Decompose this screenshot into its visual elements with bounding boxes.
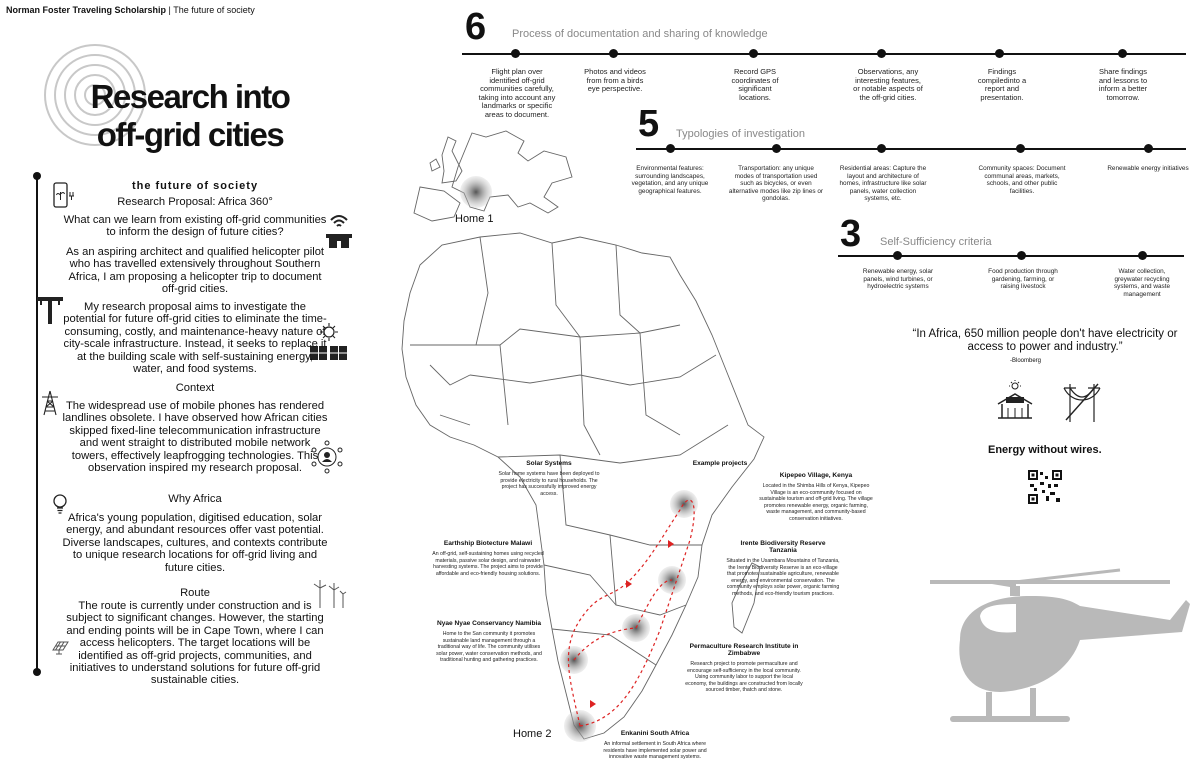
project-irente — [726, 540, 840, 598]
step-dot — [995, 49, 1004, 58]
research-proposal: Research Proposal: Africa 360° — [117, 196, 273, 208]
left-timeline-line — [36, 175, 38, 675]
project-permaculture — [684, 643, 804, 694]
off-grid-house-icon — [994, 380, 1036, 420]
section-6-line — [462, 53, 1186, 55]
project-title: Earthship Biotecture Malawi — [443, 540, 533, 547]
typology-community: Community spaces: Document communal areas, markets, schools, and other public facilities. — [978, 165, 1066, 195]
project-title: Irente Biodiversity Reserve Tanzania — [740, 540, 826, 554]
project-title: Example projects — [692, 460, 748, 467]
project-earthship — [432, 540, 544, 577]
project-title: Permaculture Research Institute in Zimbabwe — [689, 643, 799, 657]
criteria-water: Water collection, greywater recycling systems, and waste management — [1113, 268, 1171, 298]
aims-paragraph: My research proposal aims to investigate the potential for future off-grid cities to eliminate the time-consuming, costly, and maintenance-heavy nature of city-scale infrastructure. Instead, it seeks to replace it at the building scale with self-sustaining energy, water, and food systems. — [63, 301, 327, 376]
step-6-text: Share findings and lessons to inform a better tomorrow. — [1098, 67, 1148, 102]
left-subtitle: the future of society — [131, 180, 259, 192]
energy-without-wires-label: Energy without wires. — [988, 444, 1102, 456]
project-title: Kipepeo Village, Kenya — [779, 472, 853, 479]
typology-transportation: Transportation: any unique modes of transportation used such as bicycles, or even alternative modes like zip lines or gondolas. — [728, 165, 824, 203]
step-dot — [1016, 144, 1025, 153]
page-title — [60, 78, 320, 154]
section-5-line — [636, 148, 1186, 150]
home2-label: Home 2 — [513, 728, 552, 740]
project-solar-systems — [493, 460, 605, 497]
project-text: Located in the Shimba Hills of Kenya, Kipepeo Village is an eco-community focused on sustainable tourism and off-grid living. The village promotes renewable energy, organic farming, waste management, and community-based conservation initiatives. — [759, 483, 873, 522]
step-dot — [772, 144, 781, 153]
why-africa-heading: Why Africa — [168, 493, 222, 505]
project-text: An informal settlement in South Africa where residents have implemented solar power and innovative waste management systems. — [603, 741, 707, 761]
route-paragraph: The route is currently under construction and is subject to significant changes. However, the starting and ending points will be in Cape Town, where I can access helicopters. The target locations will be identified as off-grid projects, communities, and initiatives to understand solutions for future off-grid sustainable cities. — [66, 600, 324, 687]
title-line-2: off-grid cities — [96, 116, 284, 153]
utility-pole-icon — [36, 295, 64, 325]
section-3-title: Self-Sufficiency criteria — [880, 236, 992, 248]
project-title: Nyae Nyae Conservancy Namibia — [436, 620, 542, 627]
section-6-number: 6 — [465, 6, 487, 48]
step-dot — [749, 49, 758, 58]
section-6-title: Process of documentation and sharing of knowledge — [512, 28, 768, 40]
step-dot — [877, 49, 886, 58]
step-1-text: Flight plan over identified off-grid communities carefully, taking into account any landmarks or specific areas to document. — [478, 67, 556, 119]
section-3-number: 3 — [840, 213, 862, 255]
project-kipepeo — [758, 472, 874, 523]
project-text: Home to the San community it promotes sustainable land management through a traditional way of life. The community utilises solar power, water conservation methods, and traditional hunting and gathering practices. — [436, 631, 542, 664]
project-text: Research project to promote permaculture and encourage self-sufficiency in the local community. Using community labor to support the local economy, the buildings are constructed from locally sourced timber, thatch and stone. — [685, 661, 803, 694]
step-3-text: Record GPS coordinates of significant locations. — [731, 67, 779, 102]
project-text: Solar home systems have been deployed to provide electricity to rural households. The project has successfully improved energy access. — [498, 471, 600, 497]
criteria-energy: Renewable energy, solar panels, wind turbines, or hydroelectric systems — [862, 268, 934, 291]
step-4-text: Observations, any interesting features, or notable aspects of the off-grid cities. — [853, 67, 923, 102]
intro-paragraph: As an aspiring architect and qualified helicopter pilot who has travelled extensively throughout Southern Africa, I am proposing a helicopter trip to document off-grid cities. — [65, 246, 325, 296]
step-dot — [609, 49, 618, 58]
title-line-1: Research into — [90, 78, 290, 115]
step-dot — [511, 49, 520, 58]
timeline-dot-end — [33, 668, 41, 676]
example-projects-label — [680, 460, 760, 467]
home1-label: Home 1 — [455, 213, 494, 225]
project-title: Solar Systems — [526, 460, 572, 467]
step-dot — [1144, 144, 1153, 153]
quote-source: -Bloomberg — [1010, 358, 1042, 364]
context-paragraph: The widespread use of mobile phones has rendered landlines obsolete. I have observed how African cities skipped fixed-line telecommunication infrastructure and went straight to distributed mobile network towers, effectively leapfrogging technologies. This observation inspired my research proposal. — [62, 400, 328, 475]
research-question: What can we learn from existing off-grid communities to inform the design of future cities? — [63, 214, 327, 239]
header-brand: Norman Foster Traveling Scholarship — [6, 5, 167, 15]
step-dot — [666, 144, 675, 153]
step-dot — [1138, 251, 1147, 260]
header-subtitle: The future of society — [173, 5, 255, 15]
project-text: Situated in the Usambara Mountains of Tanzania, the Irente Biodiversity Reserve is an eco-village that promotes sustainable agriculture, renewable energy, and environmental conservation. The community employs solar power, organic farming methods, and eco-friendly tourism practices. — [726, 558, 840, 597]
step-dot — [893, 251, 902, 260]
header-title — [6, 5, 255, 15]
step-dot — [1118, 49, 1127, 58]
project-nyae-nyae — [434, 620, 544, 664]
typology-residential: Residential areas: Capture the layout and architecture of homes, infrastructure like solar panels, water collection systems, etc. — [839, 165, 927, 203]
criteria-food: Food production through gardening, farming, or raising livestock — [988, 268, 1058, 291]
project-enkanini — [600, 730, 710, 761]
section-5-number: 5 — [638, 103, 660, 145]
timeline-dot-start — [33, 172, 41, 180]
section-3-line — [838, 255, 1184, 257]
context-heading: Context — [175, 382, 215, 394]
helicopter-silhouette — [920, 560, 1190, 740]
route-heading: Route — [180, 587, 210, 599]
why-africa-paragraph: Africa's young population, digitised education, solar energy, and abundant resources offer vast potential. Diverse landscapes, cultures, and contexts contribute to unique research locations for off-grid living and future cities. — [62, 512, 328, 574]
typology-renewable: Renewable energy initiatives — [1107, 165, 1189, 172]
section-5-title: Typologies of investigation — [676, 128, 806, 140]
step-dot — [1017, 251, 1026, 260]
home1-marker — [460, 176, 492, 208]
step-dot — [877, 144, 886, 153]
project-text: An off-grid, self-sustaining homes using recycled materials, passive solar design, and rainwater harvesting systems. The project aims to provide affordable and eco-friendly housing solutions. — [432, 551, 544, 577]
project-title: Enkanini South Africa — [620, 730, 690, 737]
step-5-text: Findings compiledinto a report and presentation. — [977, 67, 1027, 102]
header-separator: | — [166, 5, 174, 15]
power-line-icon — [1062, 380, 1102, 424]
bloomberg-quote: “In Africa, 650 million people don't have electricity or access to power and industry.” — [912, 328, 1178, 353]
step-2-text: Photos and videos from from a birds eye perspective. — [584, 67, 646, 94]
qr-code[interactable] — [1028, 470, 1062, 504]
transmission-tower-icon — [40, 390, 60, 416]
typology-environmental: Environmental features: surrounding landscapes, vegetation, and any unique geographical features. — [631, 165, 709, 195]
